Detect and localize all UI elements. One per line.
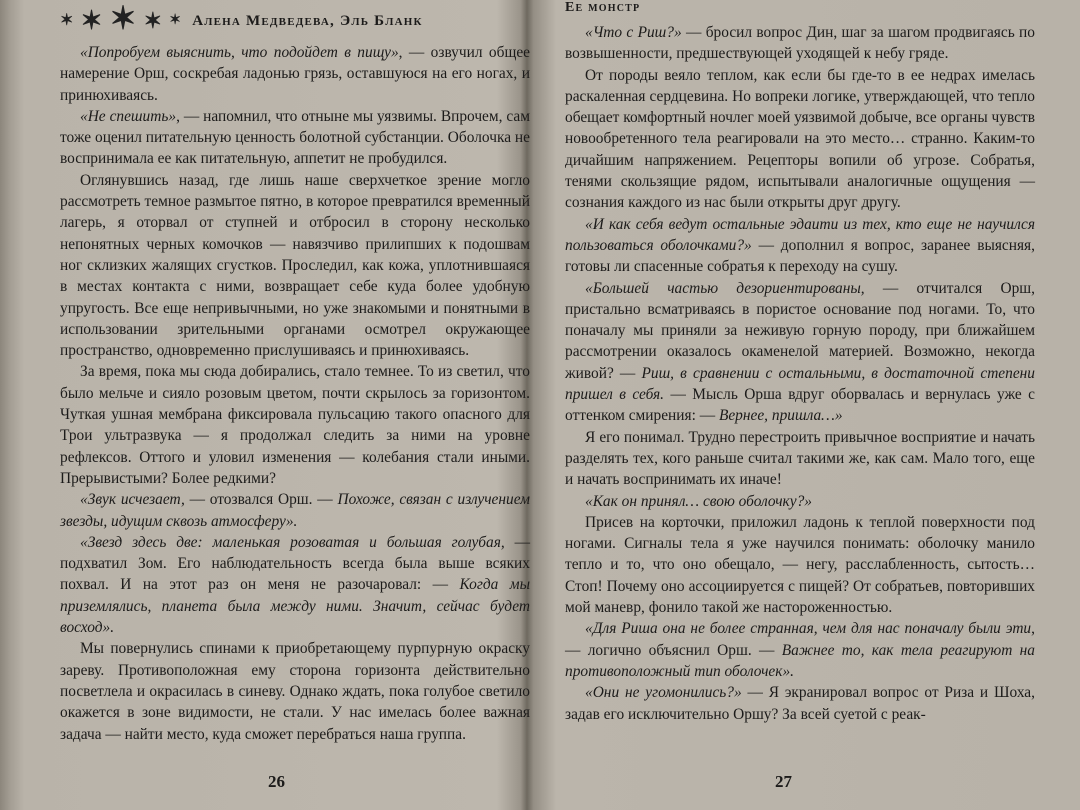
italic-run: «Звезд здесь две: маленькая розоватая и большая голубая,: [80, 533, 515, 551]
right-page: [545, 0, 1055, 810]
paragraph: [60, 638, 530, 744]
text-run: , — напомнил, что отныне мы уязвимы. Впрочем, сам тоже оценил питательную ценность болотной субстанции. Оболочка не воспринимала ее как питательную, аппетит не пробудился.: [60, 107, 530, 168]
text-run: — Я экранировал вопрос от Риза и Шоха, задав его исключительно Оршу? За всей суетой с реак-: [565, 684, 1035, 723]
paragraph: [60, 532, 530, 638]
italic-run: «Попробуем выяснить, что подойдет в пищу»: [80, 44, 399, 61]
paragraph: [565, 278, 1035, 427]
italic-run: «Не спешить»: [80, 107, 177, 125]
text-run: Я его понимал. Трудно перестроить привычное восприятие и начать разделять тех, кого раньше считал такими же, как сам. Мало того, еще и начать воспринимать их иначе!: [565, 428, 1035, 489]
author-names: Алена Медведева, Эль Бланк: [192, 12, 423, 29]
star-icon: ✶: [109, 0, 138, 36]
italic-run: Похоже, связан с излучением звезды, идущим сквозь атмосферу».: [60, 491, 530, 530]
italic-run: «Как он принял… свою оболочку?»: [585, 492, 812, 510]
paragraph: [565, 491, 1035, 512]
text-run: — отчитался Орш, пристально всматриваясь в пористое основание под ногами. То, что поначалу мы приняли за неживую горную породу, при ближайшем рассмотрении оказалось окаменелой материей. Возможно, некогда живой? —: [565, 279, 1035, 382]
paragraph: [565, 682, 1035, 725]
paragraph: [60, 170, 530, 362]
paragraph: [565, 512, 1035, 618]
italic-run: «Для Риша она не более странная, чем для нас поначалу были эти: [585, 620, 1032, 638]
star-icon: ✶: [143, 8, 164, 33]
text-run: , — логично объяснил Орш. —: [565, 620, 1035, 659]
text-run: — Мысль Орша вдруг оборвалась и вернулась уже с оттенком смирения: —: [565, 386, 1036, 425]
text-run: — дополнил я вопрос, заранее выясняя, готовы ли спасенные собратья к переходу на сушу.: [565, 236, 1035, 276]
text-run: Оглянувшись назад, где лишь наше сверхчеткое зрение могло рассмотреть темное размытое пятно, в которое превратился временный лагерь, я оторвал от ступней и отбросил в сторону несколько непонятных черных комочков — навязчиво прилипших к подошвам ног склизких жалящих сгустков. Проследил, как кожа, уплотнившаяся в местах контакта с ними, возвращает себе куда более удобную упругость. Все еще непривычными, но уже знакомыми и понятными в использовании зрительными органами осмотрел окружающее пространство, одновременно прислушиваясь и принюхиваясь.: [60, 171, 530, 360]
book-title: Ее монстр: [565, 0, 641, 15]
text-run: — бросил вопрос Дин, шаг за шагом продвигаясь по возвышенности, предшествующей уходящей к небу гряде.: [565, 24, 1035, 63]
italic-run: Вернее, пришла…»: [718, 407, 843, 425]
text-run: За время, пока мы сюда добирались, стало темнее. То из светил, что было мельче и сияло розовым цветом, почти скрылось за горизонтом. Чуткая ушная мембрана фиксировала пульсацию такого опасного для Трои ультразвука — я продолжал следить за ними на уровне рефлексов. Оттого и уловил изменения — колебания стали иными. Прерывистыми? Более редкими?: [60, 363, 530, 487]
star-icon: ✶: [169, 13, 183, 28]
paragraph: [60, 42, 530, 106]
body-text: [565, 22, 1035, 725]
text-run: Мы повернулись спинами к приобретающему пурпурную окраску зареву. Противоположная ему сторона горизонта действительно посветлела и окрасилась в синеву. Однако ждать, пока голубое светило окажется в зоне видимости, не стали. У нас имелась более важная задача — найти место, куда сможет перебраться наша группа.: [60, 640, 530, 743]
star-icon: ✶: [60, 12, 75, 29]
paragraph: [565, 214, 1035, 278]
paragraph: [565, 618, 1035, 682]
italic-run: «Большей частью дезориентированы,: [585, 279, 883, 297]
italic-run: Важнее то, как тела реагируют на противоположный тип оболочек».: [565, 641, 1035, 680]
page-number: 26: [268, 772, 285, 791]
running-head: [60, 0, 530, 42]
left-page: [30, 0, 530, 810]
body-text: [60, 42, 530, 745]
italic-run: «Они не угомонились?»: [585, 684, 742, 702]
text-run: От породы веяло теплом, как если бы где-то в ее недрах имелась раскаленная сердцевина. Но вопреки логике, утверждающей, что тепло обещает комфортный ночлег моей уязвимой добыче, все органы чувств новообретенного тела реагировали на это место… странно. Каким-то дичайшим напряжением. Рецепторы вопили об угрозе. Собратья, тенями скользящие рядом, испытывали аналогичные ощущения — сознания каждого из нас были открыты друг другу.: [565, 66, 1035, 212]
text-run: — подхватил Зом. Его наблюдательность всегда была выше всяких похвал. И на этот раз он меня не разочаровал: —: [60, 533, 530, 594]
text-run: , — озвучил общее намерение Орш, соскребая ладонью грязь, оставшуюся на его ногах, и принюхиваясь.: [60, 44, 530, 104]
paragraph: [60, 106, 530, 170]
italic-run: Когда мы приземлялись, планета была между ними. Значит, сейчас будет восход».: [60, 576, 530, 637]
italic-run: «Звук исчезает,: [80, 491, 190, 509]
text-run: — отозвался Орш. —: [189, 491, 338, 509]
italic-run: Риш, в сравнении с остальными, в достаточной степени пришел в себя.: [565, 364, 1035, 404]
paragraph: [565, 65, 1035, 214]
paragraph: [60, 489, 530, 532]
text-run: Присев на корточки, приложил ладонь к теплой поверхности под ногами. Сигналы тела я уже научился понимать: оболочку манило тепло и то, что оно обещало, — негу, расслабленность, сытость… Стоп! Почему оно ассоциируется с пищей? От собратьев, повторивших мой маневр, фонило такой же настороженностью.: [565, 513, 1035, 617]
page-number: 27: [775, 772, 792, 791]
italic-run: «Что с Риш?»: [585, 24, 682, 41]
paragraph: [565, 427, 1035, 491]
paragraph: [60, 361, 530, 489]
paragraph: [565, 22, 1035, 65]
star-icon: ✶: [80, 6, 104, 35]
star-ornament: [60, 0, 183, 36]
running-head: [565, 0, 1035, 22]
italic-run: «И как себя ведут остальные эдаити из тех, кто еще не научился пользоваться оболочками?»: [565, 215, 1035, 254]
